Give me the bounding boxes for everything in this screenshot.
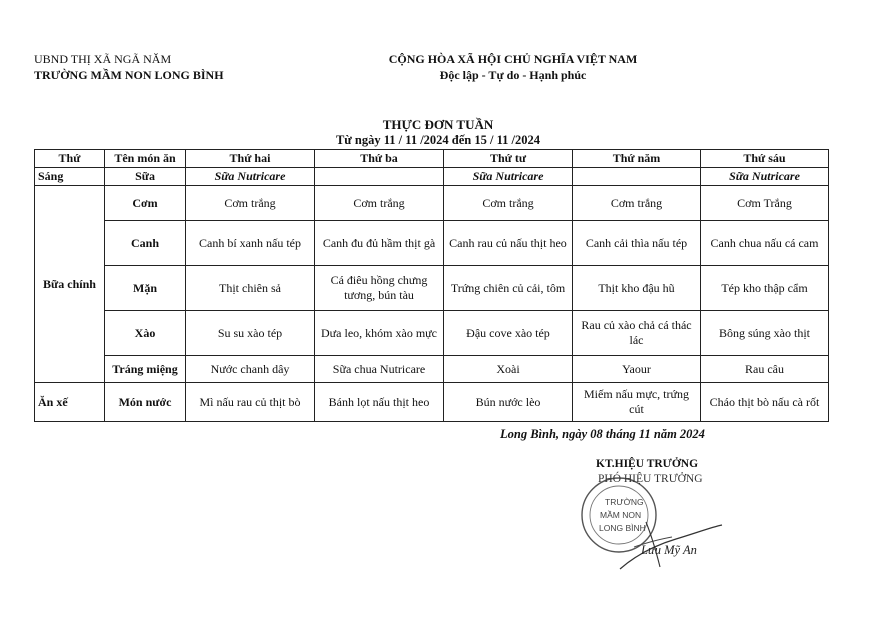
menu-cell bbox=[315, 168, 444, 186]
dish-label: Món nước bbox=[105, 383, 186, 422]
stamp-line: LONG BÌNH bbox=[599, 523, 646, 533]
menu-cell: Miếm nấu mực, trứng cút bbox=[573, 383, 701, 422]
menu-cell: Mì nấu rau củ thịt bò bbox=[186, 383, 315, 422]
weekly-menu-table bbox=[34, 149, 829, 422]
menu-cell: Sữa Nutricare bbox=[701, 168, 829, 186]
signer-name: Lưu Mỹ An bbox=[641, 543, 697, 557]
agency-header bbox=[34, 51, 224, 83]
menu-cell: Đậu cove xào tép bbox=[444, 311, 573, 356]
table-row bbox=[35, 221, 829, 266]
menu-cell: Sữa Nutricare bbox=[186, 168, 315, 186]
menu-cell: Cơm trắng bbox=[315, 186, 444, 221]
school-name: TRƯỜNG MẦM NON LONG BÌNH bbox=[34, 68, 224, 82]
menu-cell: Canh cải thìa nấu tép bbox=[573, 221, 701, 266]
menu-cell: Cá điêu hồng chưng tương, bún tàu bbox=[315, 266, 444, 311]
menu-cell: Nước chanh dây bbox=[186, 356, 315, 383]
meal-label: Bữa chính bbox=[35, 186, 105, 383]
dish-label: Tráng miệng bbox=[105, 356, 186, 383]
menu-cell: Xoài bbox=[444, 356, 573, 383]
menu-cell bbox=[573, 168, 701, 186]
stamp-line: TRƯỜNG bbox=[605, 497, 644, 507]
menu-cell: Trứng chiên củ cải, tôm bbox=[444, 266, 573, 311]
menu-cell: Sữa Nutricare bbox=[444, 168, 573, 186]
national-header bbox=[376, 51, 650, 83]
table-row bbox=[35, 311, 829, 356]
menu-cell: Bún nước lèo bbox=[444, 383, 573, 422]
table-row bbox=[35, 383, 829, 422]
header-cell: Thứ sáu bbox=[701, 150, 829, 168]
signing-date: Long Bình, ngày 08 tháng 11 năm 2024 bbox=[500, 427, 705, 441]
agency-name: UBND THỊ XÃ NGÃ NĂM bbox=[34, 52, 172, 66]
header-cell: Thứ ba bbox=[315, 150, 444, 168]
menu-cell: Sữa chua Nutricare bbox=[315, 356, 444, 383]
header-cell: Thứ bbox=[35, 150, 105, 168]
header-cell: Thứ hai bbox=[186, 150, 315, 168]
document-title: THỰC ĐƠN TUẦN bbox=[382, 117, 494, 132]
menu-cell: Tép kho thập cẩm bbox=[701, 266, 829, 311]
date-range: Từ ngày 11 / 11 /2024 đến 15 / 11 /2024 bbox=[335, 133, 541, 147]
table-row bbox=[35, 266, 829, 311]
menu-cell: Bông súng xào thịt bbox=[701, 311, 829, 356]
stamp-line: MẦM NON bbox=[600, 510, 642, 520]
header-cell: Thứ tư bbox=[444, 150, 573, 168]
menu-cell: Cháo thịt bò nấu cà rốt bbox=[701, 383, 829, 422]
table-row bbox=[35, 356, 829, 383]
dish-label: Sữa bbox=[105, 168, 186, 186]
dish-label: Xào bbox=[105, 311, 186, 356]
meal-label: Sáng bbox=[35, 168, 105, 186]
menu-cell: Cơm trắng bbox=[186, 186, 315, 221]
menu-cell: Rau câu bbox=[701, 356, 829, 383]
menu-cell: Canh đu đủ hầm thịt gà bbox=[315, 221, 444, 266]
national-title: CỘNG HÒA XÃ HỘI CHỦ NGHĨA VIỆT NAM bbox=[388, 52, 638, 66]
national-motto: Độc lập - Tự do - Hạnh phúc bbox=[439, 68, 587, 82]
menu-cell: Cơm trắng bbox=[444, 186, 573, 221]
menu-cell: Canh rau củ nấu thịt heo bbox=[444, 221, 573, 266]
table-header-row bbox=[35, 150, 829, 168]
menu-cell: Bánh lọt nấu thịt heo bbox=[315, 383, 444, 422]
signer-subtitle: PHÓ HIỆU TRƯỞNG bbox=[598, 473, 703, 485]
menu-cell: Thịt chiên sả bbox=[186, 266, 315, 311]
menu-cell: Su su xào tép bbox=[186, 311, 315, 356]
header-cell: Tên món ăn bbox=[105, 150, 186, 168]
table-row bbox=[35, 168, 829, 186]
menu-cell: Rau củ xào chả cá thác lác bbox=[573, 311, 701, 356]
menu-cell: Cơm Trắng bbox=[701, 186, 829, 221]
table-row bbox=[35, 186, 829, 221]
meal-label: Ăn xế bbox=[35, 383, 105, 422]
menu-cell: Canh bí xanh nấu tép bbox=[186, 221, 315, 266]
menu-cell: Yaour bbox=[573, 356, 701, 383]
signer-title: KT.HIỆU TRƯỞNG bbox=[596, 458, 699, 470]
dish-label: Canh bbox=[105, 221, 186, 266]
dish-label: Mặn bbox=[105, 266, 186, 311]
menu-cell: Canh chua nấu cá cam bbox=[701, 221, 829, 266]
dish-label: Cơm bbox=[105, 186, 186, 221]
menu-cell: Cơm trắng bbox=[573, 186, 701, 221]
menu-cell: Thịt kho đậu hũ bbox=[573, 266, 701, 311]
header-cell: Thứ năm bbox=[573, 150, 701, 168]
menu-cell: Dưa leo, khóm xào mực bbox=[315, 311, 444, 356]
